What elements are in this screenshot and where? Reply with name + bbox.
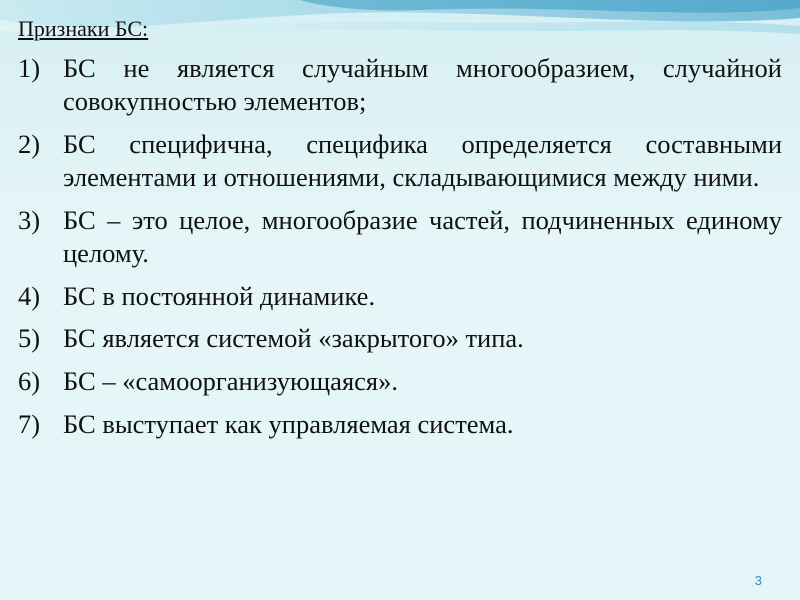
list-item [18,322,782,355]
list-item-text: БС не является случайным многообразием, случайной совокупностью элементов; [63,53,782,117]
features-list [18,52,782,441]
list-item-text: БС выступает как управляемая система. [63,409,514,440]
list-item [18,204,782,270]
list-item-number: 2) [18,129,41,160]
list-item-number: 5) [18,323,41,354]
list-item-number: 1) [18,53,41,84]
list-item [18,128,782,194]
list-item-text: БС – «самоорганизующаяся». [63,366,398,397]
page-number: 3 [754,573,762,588]
slide-heading: Признаки БС: [18,16,149,41]
slide-content [18,16,782,451]
list-item-text: БС является системой «закрытого» типа. [63,323,524,354]
list-item-text: БС в постоянной динамике. [63,280,376,311]
list-item-number: 6) [18,366,41,397]
list-item [18,52,782,118]
list-item [18,408,782,441]
list-item-number: 7) [18,409,41,440]
list-item [18,280,782,313]
list-item-text: БС специфична, специфика определяется составными элементами и отношениями, складывающимися между ними. [63,129,782,192]
list-item-text: БС – это целое, многообразие частей, подчиненных единому целому. [63,204,782,268]
list-item [18,365,782,398]
list-item-number: 3) [18,204,41,235]
list-item-number: 4) [18,280,41,311]
